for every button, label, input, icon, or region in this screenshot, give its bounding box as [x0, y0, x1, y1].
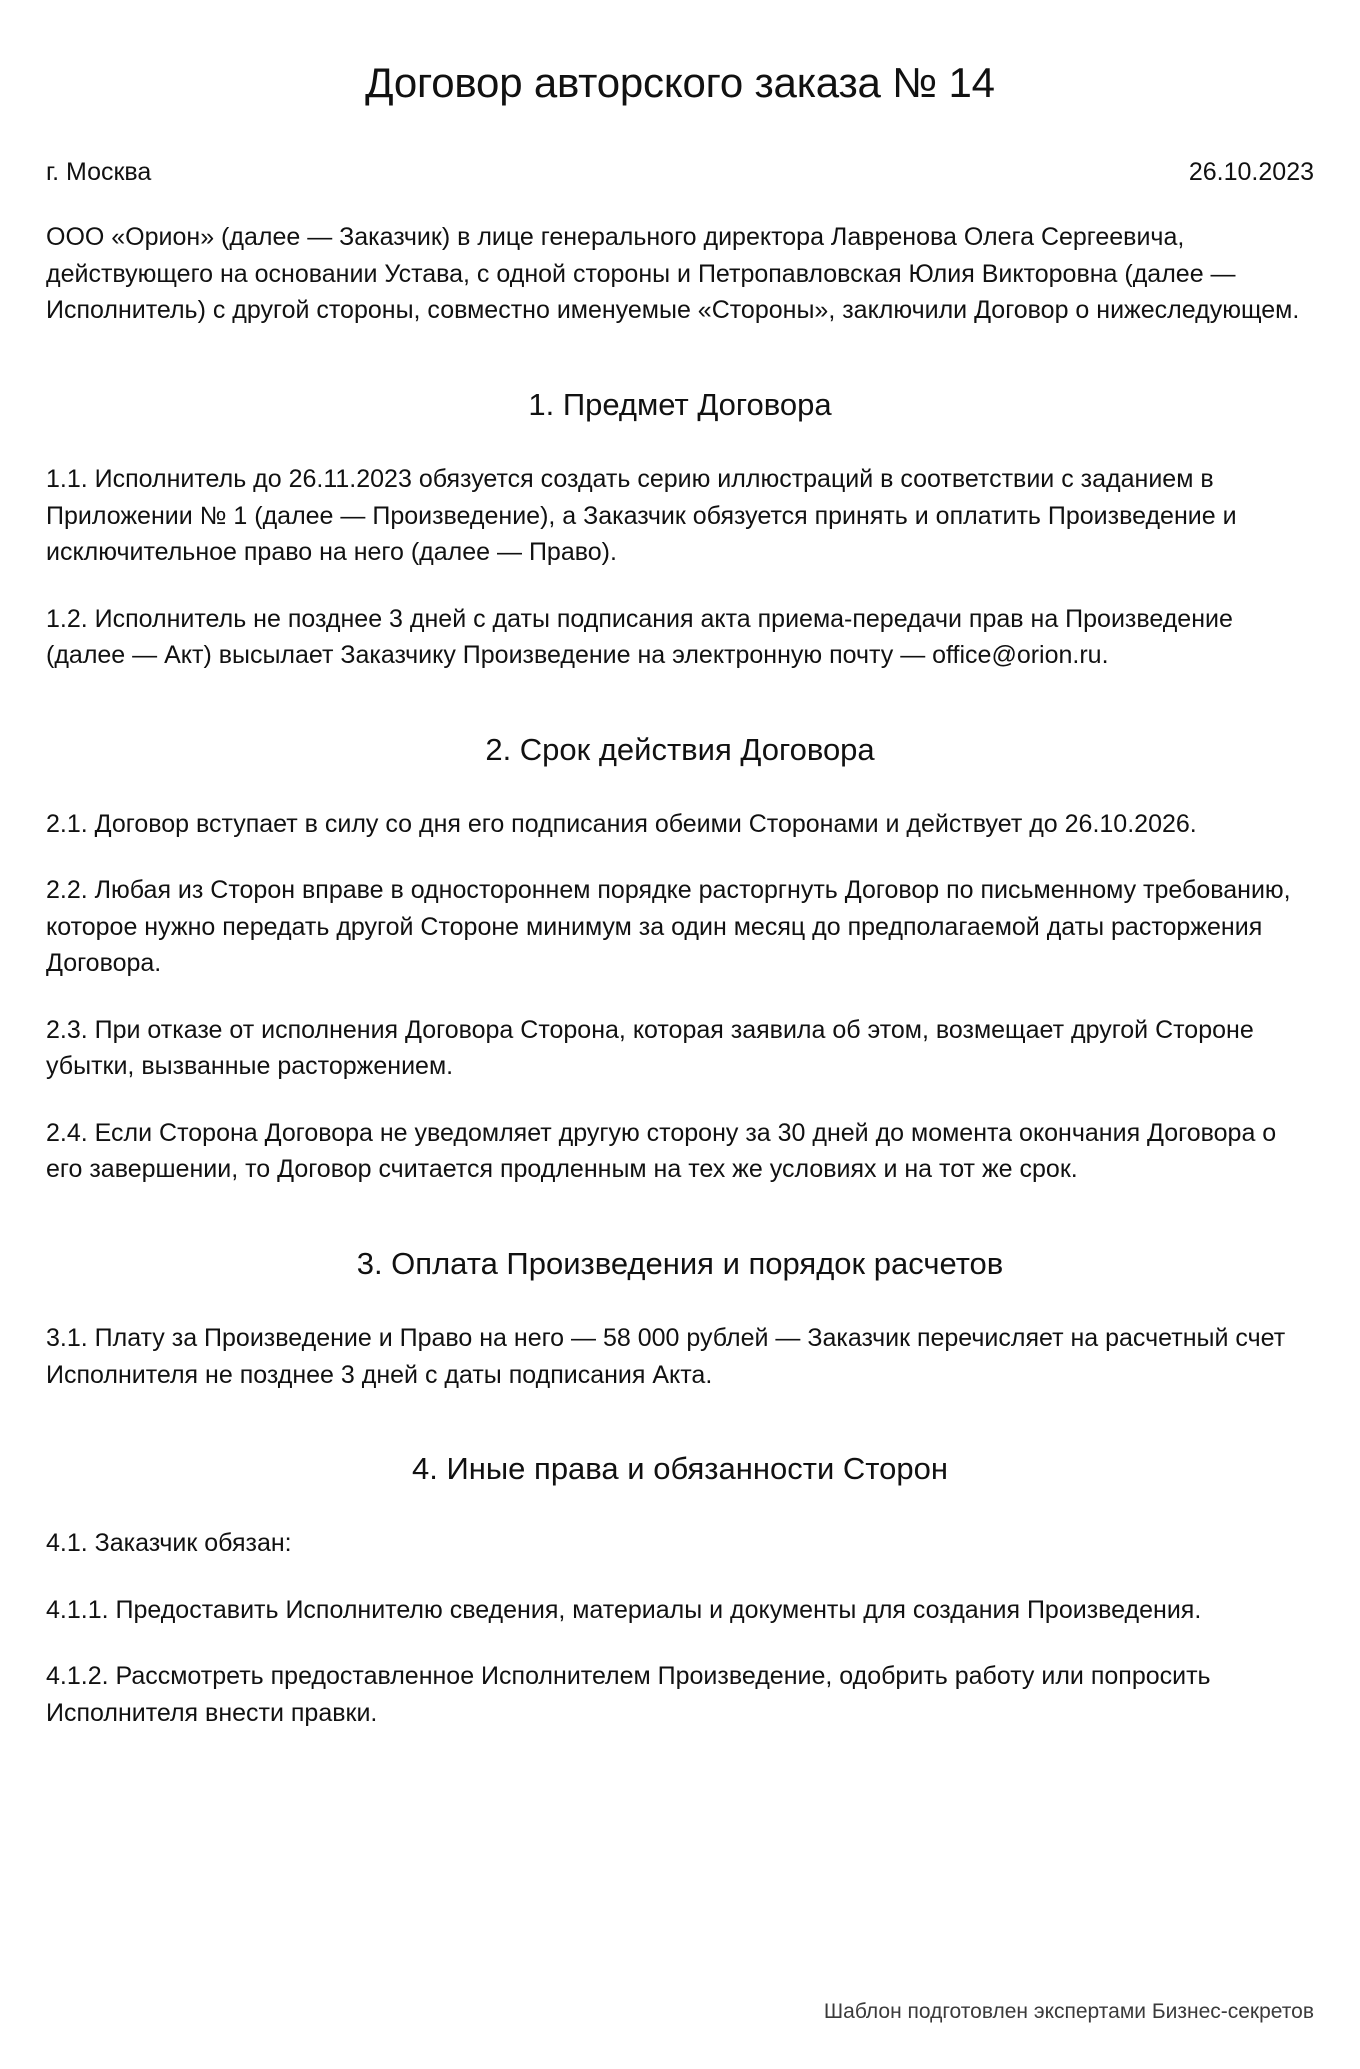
section-heading-2: 2. Срок действия Договора: [485, 731, 875, 767]
section-heading-1: 1. Предмет Договора: [528, 386, 832, 422]
clause-1-1: 1.1. Исполнитель до 26.11.2023 обязуется создать серию иллюстраций в соответствии с заданием в Приложении № 1 (далее — Произведение), а Заказчик обязуется принять и оплатить Произведение и исключительное право на него (далее — Право).: [46, 465, 1237, 567]
clause-2-2: 2.2. Любая из Сторон вправе в одностороннем порядке расторгнуть Договор по письменному требованию, которое нужно передать другой Стороне минимум за один месяц до предполагаемой даты расторжения Договора.: [46, 876, 1291, 978]
clause-4-1-2: 4.1.2. Рассмотреть предоставленное Исполнителем Произведение, одобрить работу или попросить Исполнителя внести правки.: [46, 1662, 1211, 1727]
clause-1-2: 1.2. Исполнитель не позднее 3 дней с даты подписания акта приема-передачи прав на Произведение (далее — Акт) высылает Заказчику Произведение на электронную почту — office@orion.ru.: [46, 604, 1233, 670]
clause-4-1: 4.1. Заказчик обязан:: [46, 1529, 292, 1558]
footer-note: Шаблон подготовлен экспертами Бизнес-секретов: [823, 1999, 1314, 2023]
clause-4-1-1: 4.1.1. Предоставить Исполнителю сведения, материалы и документы для создания Произведения.: [46, 1595, 1202, 1624]
document-date: 26.10.2023: [1188, 157, 1314, 186]
clause-2-1: 2.1. Договор вступает в силу со дня его подписания обеими Сторонами и действует до 26.10.2026.: [46, 809, 1197, 838]
section-heading-3: 3. Оплата Произведения и порядок расчетов: [356, 1245, 1004, 1281]
clause-2-3: 2.3. При отказе от исполнения Договора Сторона, которая заявила об этом, возмещает другой Стороне убытки, вызванные расторжением.: [46, 1015, 1254, 1081]
clause-2-4: 2.4. Если Сторона Договора не уведомляет другую сторону за 30 дней до момента окончания Договора о его завершении, то Договор считается продленным на тех же условиях и на тот же срок.: [46, 1118, 1277, 1184]
document-city: г. Москва: [46, 157, 152, 186]
document-meta-row: [46, 156, 1314, 190]
clause-3-1: 3.1. Плату за Произведение и Право на него — 58 000 рублей — Заказчик перечисляет на расчетный счет Исполнителя не позднее 3 дней с даты подписания Акта.: [46, 1324, 1286, 1389]
page-title: Договор авторского заказа № 14: [365, 59, 995, 106]
section-heading-4: 4. Иные права и обязанности Сторон: [412, 1451, 948, 1487]
document-preamble: ООО «Орион» (далее — Заказчик) в лице генерального директора Лавренова Олега Сергеевича, действующего на основании Устава, с одной стороны и Петропавловская Юлия Викторовна (далее — Исполнитель) с другой стороны, совместно именуемые «Стороны», заключили Договор о нижеследующем.: [46, 223, 1300, 325]
